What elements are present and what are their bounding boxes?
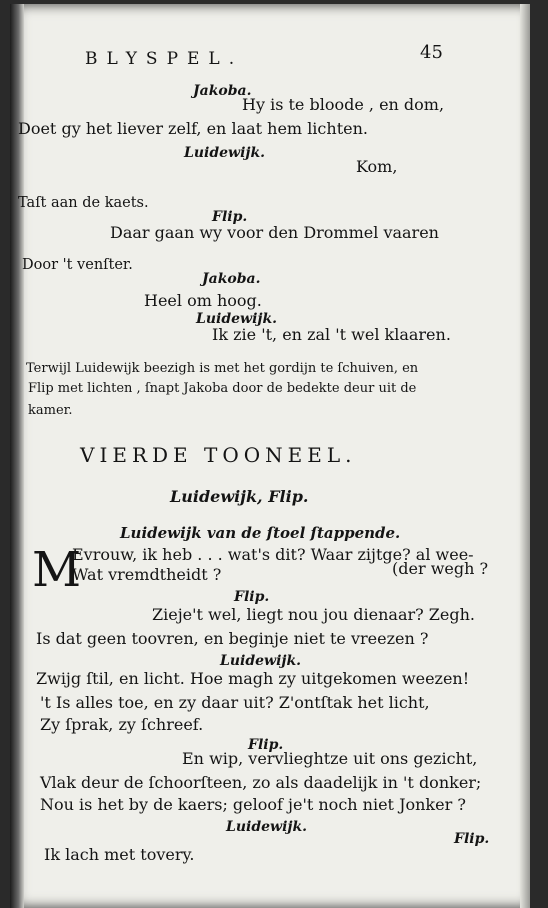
stage-direction: Terwijl Luidewijk beezigh is met het gordijn te ſchuiven, en	[26, 361, 419, 376]
page-edge	[520, 4, 530, 908]
stage-direction: Flip met lichten , ſnapt Jakoba door de bedekte deur uit de	[28, 381, 417, 396]
verse-line: 't Is alles toe, en zy daar uit? Z'ontſtak het licht,	[40, 693, 430, 712]
speaker-flip: Flip.	[248, 737, 284, 753]
scene-heading: VIERDE TOONEEL.	[80, 443, 357, 467]
speaker-flip: Flip.	[454, 831, 490, 847]
verse-line: Vlak deur de ſchoorſteen, zo als daadelijk in 't donker;	[40, 773, 482, 792]
speaker-jakoba: Jakoba.	[202, 271, 261, 287]
verse-line: Taſt aan de kaets.	[18, 195, 149, 211]
page-gutter	[10, 4, 24, 908]
speaker-direction: Luidewijk van de ſtoel ſtappende.	[120, 524, 401, 542]
verse-line: Heel om hoog.	[144, 291, 262, 310]
speaker-jakoba: Jakoba.	[193, 83, 252, 99]
verse-line: Wat vremdtheidt ?	[72, 565, 222, 584]
speaker-luidewijk: Luidewijk.	[184, 145, 266, 161]
speaker-luidewijk: Luidewijk.	[226, 819, 308, 835]
verse-line: Zy ſprak, zy ſchreef.	[40, 715, 204, 734]
verse-line: En wip, vervlieghtze uit ons gezicht,	[182, 749, 478, 768]
verse-line: Ik zie 't, en zal 't wel klaaren.	[212, 325, 451, 344]
scene-characters: Luidewijk, Flip.	[170, 487, 309, 506]
verse-line: Door 't venſter.	[22, 257, 133, 273]
verse-line: Is dat geen toovren, en beginje niet te vreezen ?	[36, 629, 429, 648]
speaker-flip: Flip.	[234, 589, 270, 605]
verse-line: Hy is te bloode , en dom,	[242, 95, 445, 114]
verse-line: Nou is het by de kaers; geloof je't noch niet Jonker ?	[40, 795, 466, 814]
page-number: 45	[420, 42, 443, 63]
verse-line: Evrouw, ik heb . . . wat's dit? Waar zijtge? al wee-	[72, 545, 474, 564]
book-page	[10, 4, 530, 908]
running-header: BLYSPEL.	[85, 49, 244, 69]
verse-line-continuation: (der wegh ?	[392, 559, 489, 578]
speaker-luidewijk: Luidewijk.	[220, 653, 302, 669]
speaker-luidewijk: Luidewijk.	[196, 311, 278, 327]
speaker-flip: Flip.	[212, 209, 248, 225]
verse-line: Kom,	[356, 157, 398, 176]
verse-line: Ik lach met tovery.	[44, 845, 195, 864]
stage-direction: kamer.	[28, 403, 73, 418]
drop-cap: M	[32, 542, 82, 598]
verse-line: Doet gy het liever zelf, en laat hem lichten.	[18, 119, 368, 138]
verse-line: Zieje't wel, liegt nou jou dienaar? Zegh.	[152, 605, 476, 624]
verse-line: Zwijg ſtil, en licht. Hoe magh zy uitgekomen weezen!	[36, 669, 470, 688]
verse-line: Daar gaan wy voor den Drommel vaaren	[110, 223, 439, 242]
